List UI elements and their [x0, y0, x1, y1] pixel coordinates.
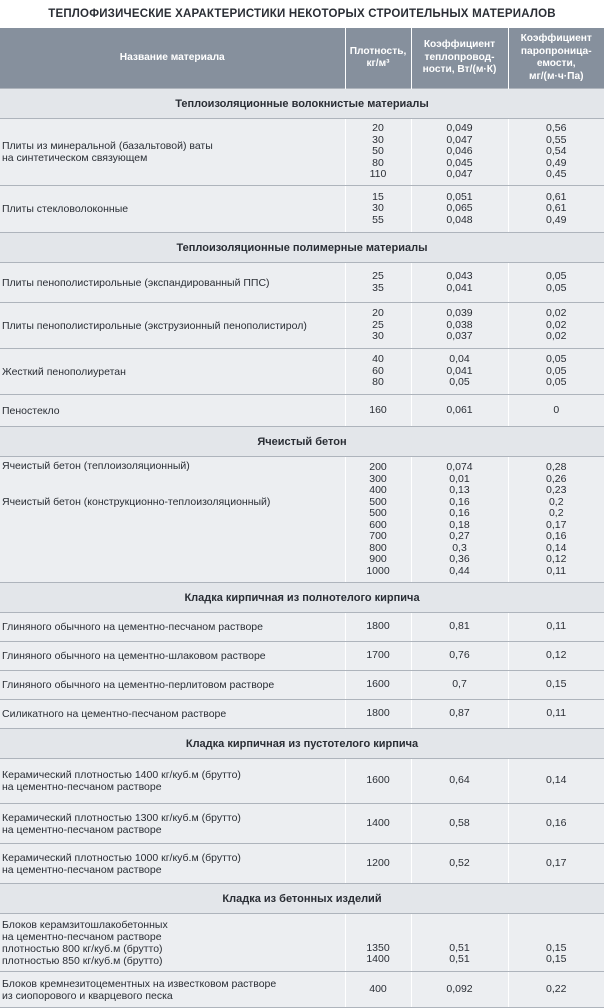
permeability-value: 0,23	[546, 484, 567, 496]
density-cell	[345, 349, 411, 395]
material-name	[0, 119, 345, 186]
material-name-line: Плиты из минеральной (базальтовой) ваты	[2, 140, 213, 152]
material-name-line: Плиты стекловолоконные	[2, 203, 129, 215]
conductivity-value: 0,046	[446, 145, 473, 158]
material-name-line: на цементно-песчаном растворе	[2, 863, 162, 876]
material-name-line	[2, 556, 343, 568]
permeability-value: 0,54	[546, 145, 567, 158]
permeability-cell	[508, 972, 604, 1008]
density-value: 1600	[366, 678, 390, 691]
permeability-value: 0,02	[546, 330, 567, 343]
permeability-value: 0,05	[546, 364, 567, 377]
section-row	[0, 427, 604, 457]
table-row	[0, 457, 604, 583]
conductivity-value: 0,074	[446, 461, 473, 473]
material-name	[0, 263, 345, 303]
material-name-line: на цементно-песчаном растворе	[2, 823, 162, 836]
table-row	[0, 759, 604, 804]
density-value: 20	[372, 307, 384, 320]
table-title: ТЕПЛОФИЗИЧЕСКИЕ ХАРАКТЕРИСТИКИ НЕКОТОРЫХ СТРОИТЕЛЬНЫХ МАТЕРИАЛОВ	[0, 0, 604, 28]
density-cell	[345, 303, 411, 349]
permeability-value: 0,02	[546, 307, 567, 320]
conductivity-value: 0,44	[449, 564, 470, 577]
density-value	[348, 931, 409, 943]
density-cell	[345, 700, 411, 729]
section-title: Кладка кирпичная из полнотелого кирпича	[0, 583, 604, 613]
conductivity-cell	[411, 263, 508, 303]
density-value: 15	[372, 190, 384, 203]
conductivity-value: 0,047	[446, 133, 473, 146]
material-name-line: Пеностекло	[2, 404, 60, 417]
table-row	[0, 844, 604, 884]
density-value: 55	[372, 213, 384, 226]
material-name	[0, 804, 345, 844]
table-row	[0, 671, 604, 700]
density-cell	[345, 613, 411, 642]
density-value: 30	[372, 202, 384, 215]
material-name-line: Плиты пенополистирольные (экструзионный пенополистирол)	[2, 319, 307, 332]
permeability-value: 0,61	[546, 202, 567, 215]
material-name	[0, 395, 345, 427]
table-row	[0, 186, 604, 233]
permeability-cell	[508, 804, 604, 844]
material-name-line: Керамический плотностью 1300 кг/куб.м (брутто)	[2, 811, 241, 824]
conductivity-cell	[411, 671, 508, 700]
density-cell	[345, 263, 411, 303]
table-row	[0, 700, 604, 729]
section-title: Теплоизоляционные полимерные материалы	[0, 233, 604, 263]
material-name-line: Керамический плотностью 1400 кг/куб.м (брутто)	[2, 769, 241, 781]
density-value: 50	[372, 145, 384, 158]
permeability-value: 0,11	[546, 620, 567, 633]
permeability-cell	[508, 671, 604, 700]
material-name-line	[2, 484, 343, 496]
density-value: 20	[372, 122, 384, 135]
permeability-value: 0,56	[546, 122, 567, 135]
conductivity-value: 0,037	[446, 330, 473, 343]
conductivity-value: 0,051	[446, 190, 473, 203]
conductivity-cell	[411, 349, 508, 395]
material-name-line: Глиняного обычного на цементно-песчаном растворе	[2, 621, 263, 633]
density-value: 1800	[366, 707, 390, 720]
permeability-value: 0,02	[546, 318, 567, 331]
density-value: 25	[372, 318, 384, 331]
permeability-value: 0,17	[546, 518, 567, 531]
density-cell	[345, 457, 411, 583]
material-name-line: Глиняного обычного на цементно-перлитовом растворе	[2, 679, 275, 691]
material-name	[0, 642, 345, 671]
conductivity-value: 0,043	[446, 270, 473, 282]
conductivity-value: 0,51	[449, 941, 470, 954]
conductivity-value: 0,01	[449, 472, 470, 485]
conductivity-value: 0,36	[449, 553, 470, 565]
section-title: Кладка из бетонных изделий	[0, 884, 604, 914]
material-name-line	[2, 544, 343, 556]
permeability-value: 0	[553, 403, 560, 416]
conductivity-value: 0,041	[446, 281, 473, 294]
density-cell	[345, 186, 411, 233]
density-cell	[345, 804, 411, 844]
conductivity-value: 0,038	[446, 318, 473, 331]
density-value: 1700	[366, 649, 390, 662]
permeability-value: 0,45	[546, 168, 567, 181]
density-value: 700	[369, 530, 387, 542]
density-value: 200	[369, 461, 387, 473]
conductivity-value: 0,045	[446, 156, 473, 169]
density-cell	[345, 642, 411, 671]
conductivity-value: 0,16	[449, 495, 470, 508]
conductivity-cell	[411, 914, 508, 972]
conductivity-cell	[411, 186, 508, 233]
material-name-line: Блоков кремнезитоцементных на известковом растворе	[2, 977, 277, 990]
density-value: 160	[369, 403, 387, 416]
conductivity-cell	[411, 759, 508, 804]
permeability-cell	[508, 349, 604, 395]
conductivity-value: 0,3	[452, 541, 467, 554]
density-cell	[345, 914, 411, 972]
header-row	[0, 28, 604, 89]
conductivity-value: 0,51	[449, 953, 470, 965]
conductivity-value: 0,76	[449, 649, 470, 662]
density-value: 400	[369, 484, 387, 496]
density-value: 60	[372, 364, 384, 377]
density-value: 500	[369, 507, 387, 519]
conductivity-value: 0,047	[446, 168, 473, 181]
material-name	[0, 671, 345, 700]
material-name-line: из сиопорового и кварцевого песка	[2, 989, 173, 1002]
permeability-value: 0,05	[546, 353, 567, 366]
material-name	[0, 349, 345, 395]
table-row	[0, 349, 604, 395]
table-row	[0, 642, 604, 671]
conductivity-cell	[411, 844, 508, 884]
permeability-value: 0,17	[546, 856, 567, 869]
density-value: 110	[369, 168, 387, 181]
permeability-cell	[508, 844, 604, 884]
conductivity-value: 0,061	[446, 403, 473, 416]
table-row	[0, 263, 604, 303]
material-name-line: плотностью 800 кг/куб.м (брутто)	[2, 942, 163, 955]
table-row	[0, 395, 604, 427]
conductivity-value: 0,52	[449, 856, 470, 869]
permeability-value: 0,22	[546, 982, 567, 995]
permeability-value: 0,14	[546, 541, 567, 554]
material-name-line: Керамический плотностью 1000 кг/куб.м (брутто)	[2, 851, 241, 864]
conductivity-value	[414, 931, 506, 943]
permeability-cell	[508, 186, 604, 233]
conductivity-value: 0,58	[449, 816, 470, 829]
material-name	[0, 844, 345, 884]
permeability-cell	[508, 700, 604, 729]
table-row	[0, 303, 604, 349]
permeability-value: 0,05	[546, 270, 567, 282]
conductivity-cell	[411, 303, 508, 349]
material-name-line: Ячеистый бетон (теплоизоляционный)	[2, 459, 190, 472]
header-density: Плотность, кг/м³	[345, 28, 411, 89]
section-row	[0, 583, 604, 613]
header-conductivity: Коэффициент теплопровод-ности, Вт/(м·К)	[411, 28, 508, 89]
permeability-value: 0,12	[546, 553, 567, 565]
density-value: 1400	[366, 953, 390, 965]
material-name	[0, 613, 345, 642]
permeability-cell	[508, 263, 604, 303]
density-value: 1000	[366, 564, 390, 577]
material-name-line	[2, 508, 343, 520]
table-row	[0, 613, 604, 642]
conductivity-cell	[411, 613, 508, 642]
material-name-line: Плиты пенополистирольные (экспандированный ППС)	[2, 276, 270, 289]
section-title: Кладка кирпичная из пустотелого кирпича	[0, 729, 604, 759]
conductivity-value: 0,87	[449, 707, 470, 720]
density-value: 1600	[366, 774, 390, 787]
material-name-line: Глиняного обычного на цементно-шлаковом растворе	[2, 650, 266, 662]
material-name-line: Жесткий пенополиуретан	[2, 365, 126, 378]
table-body	[0, 89, 604, 1008]
permeability-value: 0,55	[546, 133, 567, 146]
material-name	[0, 972, 345, 1008]
permeability-value: 0,05	[546, 281, 567, 294]
material-name-line: Силикатного на цементно-песчаном растворе	[2, 708, 227, 720]
permeability-value: 0,49	[546, 156, 567, 169]
density-value: 1200	[366, 856, 390, 869]
material-name-line	[2, 520, 343, 532]
density-value: 1400	[366, 816, 390, 829]
table-row	[0, 804, 604, 844]
permeability-value: 0,2	[548, 507, 564, 519]
conductivity-value: 0,18	[449, 518, 470, 531]
conductivity-value: 0,065	[446, 202, 473, 215]
permeability-value: 0,16	[546, 530, 567, 542]
permeability-value: 0,11	[546, 707, 567, 720]
table-row	[0, 972, 604, 1008]
table-row	[0, 119, 604, 186]
conductivity-value: 0,27	[449, 530, 470, 542]
density-value: 600	[369, 518, 387, 531]
permeability-value: 0,2	[548, 495, 564, 508]
permeability-value: 0,26	[546, 472, 567, 485]
header-name: Название материала	[0, 28, 345, 89]
material-name	[0, 303, 345, 349]
section-title: Теплоизоляционные волокнистые материалы	[0, 89, 604, 119]
section-title: Ячеистый бетон	[0, 427, 604, 457]
conductivity-cell	[411, 395, 508, 427]
density-value: 35	[372, 281, 384, 294]
permeability-value: 0,15	[546, 941, 567, 954]
material-name	[0, 186, 345, 233]
permeability-cell	[508, 613, 604, 642]
permeability-value: 0,16	[546, 816, 567, 829]
permeability-value: 0,12	[546, 649, 567, 662]
conductivity-value: 0,16	[449, 507, 470, 519]
permeability-value: 0,15	[546, 678, 567, 691]
material-name	[0, 759, 345, 804]
material-name	[0, 700, 345, 729]
materials-table	[0, 28, 604, 1008]
density-cell	[345, 844, 411, 884]
material-name-line: на синтетическом связующем	[2, 152, 148, 164]
conductivity-value: 0,7	[452, 678, 467, 691]
material-name-line: на цементно-песчаном растворе	[2, 930, 162, 943]
material-name-line: плотностью 850 кг/куб.м (брутто)	[2, 954, 163, 967]
conductivity-value: 0,041	[446, 364, 473, 377]
material-name-line: Ячеистый бетон (конструкционно-теплоизоляционный)	[2, 495, 271, 508]
density-value: 1350	[366, 941, 390, 954]
permeability-value: 0,05	[546, 376, 567, 389]
table-row	[0, 914, 604, 972]
conductivity-value: 0,048	[446, 213, 473, 226]
permeability-cell	[508, 457, 604, 583]
permeability-value: 0,15	[546, 953, 567, 965]
density-value: 80	[372, 156, 384, 169]
conductivity-value: 0,05	[449, 376, 470, 389]
conductivity-cell	[411, 119, 508, 186]
permeability-cell	[508, 395, 604, 427]
conductivity-cell	[411, 972, 508, 1008]
section-row	[0, 729, 604, 759]
material-name-line	[2, 472, 343, 484]
density-value: 25	[372, 270, 384, 282]
permeability-value: 0,14	[546, 774, 567, 787]
permeability-value: 0,11	[546, 564, 567, 577]
material-name-line: на цементно-песчаном растворе	[2, 781, 162, 793]
conductivity-cell	[411, 642, 508, 671]
material-name-line	[2, 532, 343, 544]
density-value: 500	[369, 495, 387, 508]
permeability-cell	[508, 914, 604, 972]
section-row	[0, 884, 604, 914]
permeability-value: 0,61	[546, 190, 567, 203]
conductivity-value: 0,81	[449, 620, 470, 633]
density-cell	[345, 119, 411, 186]
permeability-value	[511, 931, 603, 943]
conductivity-value: 0,13	[449, 484, 470, 496]
conductivity-value: 0,04	[449, 353, 470, 366]
conductivity-cell	[411, 457, 508, 583]
header-permeability: Коэффициент паропроница-емости, мг/(м·ч·Па)	[508, 28, 604, 89]
density-cell	[345, 671, 411, 700]
conductivity-value: 0,64	[449, 774, 470, 787]
section-row	[0, 233, 604, 263]
density-cell	[345, 759, 411, 804]
density-value: 40	[372, 353, 384, 366]
section-row	[0, 89, 604, 119]
density-value: 30	[372, 133, 384, 146]
conductivity-value: 0,092	[446, 982, 473, 995]
conductivity-cell	[411, 700, 508, 729]
material-name-line	[2, 568, 343, 580]
permeability-cell	[508, 119, 604, 186]
permeability-cell	[508, 642, 604, 671]
density-value: 30	[372, 330, 384, 343]
conductivity-value: 0,039	[446, 307, 473, 320]
conductivity-value: 0,049	[446, 122, 473, 135]
permeability-cell	[508, 303, 604, 349]
material-name	[0, 914, 345, 972]
density-cell	[345, 972, 411, 1008]
permeability-value: 0,49	[546, 213, 567, 226]
density-value: 300	[369, 472, 387, 485]
permeability-cell	[508, 759, 604, 804]
permeability-value: 0,28	[546, 461, 567, 473]
density-cell	[345, 395, 411, 427]
material-name-line: Блоков керамзитошлакобетонных	[2, 918, 168, 931]
density-value: 400	[369, 982, 387, 995]
material-name	[0, 457, 345, 583]
density-value: 80	[372, 376, 384, 389]
conductivity-cell	[411, 804, 508, 844]
density-value: 1800	[366, 620, 390, 633]
density-value: 900	[369, 553, 387, 565]
density-value: 800	[369, 541, 387, 554]
